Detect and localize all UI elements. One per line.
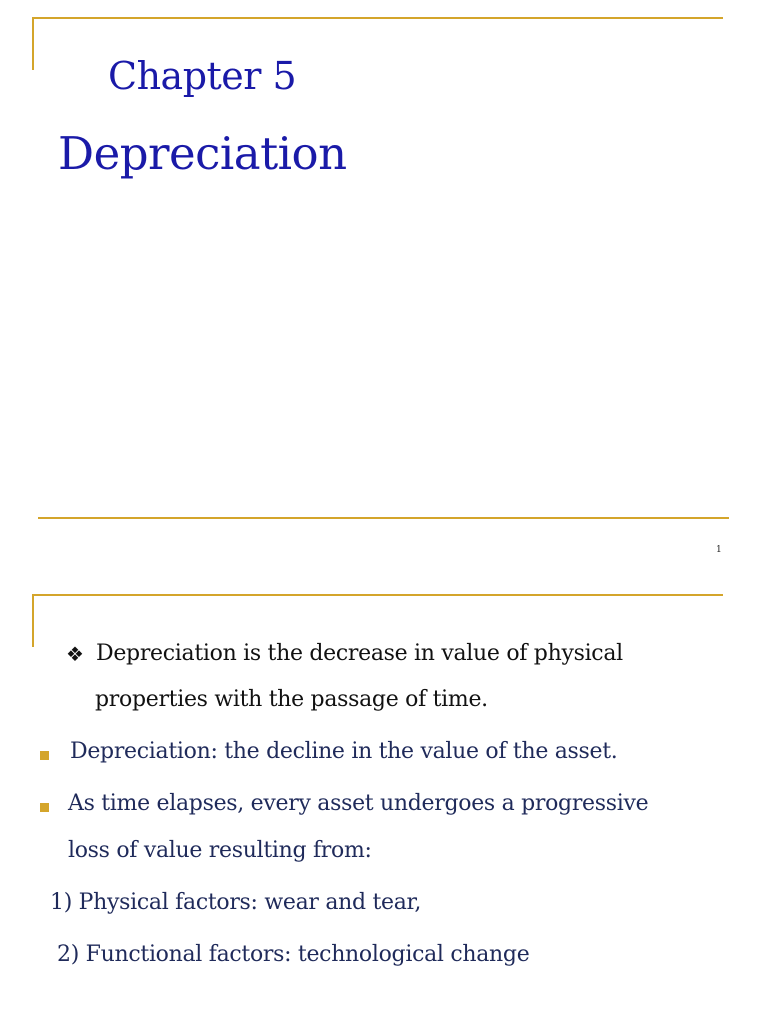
slide-title: Depreciation	[58, 127, 347, 180]
slide-2	[0, 570, 768, 1024]
numbered-item-1: 1) Physical factors: wear and tear,	[50, 890, 422, 915]
square-bullet-icon	[40, 751, 49, 760]
top-rule	[32, 17, 723, 19]
bullet-1-line-1: Depreciation: the decline in the value of the asset.	[70, 739, 618, 764]
bottom-rule	[38, 517, 729, 519]
square-bullet-icon	[40, 803, 49, 812]
left-rule	[32, 17, 34, 70]
intro-line-2: properties with the passage of time.	[95, 687, 488, 712]
numbered-item-2: 2) Functional factors: technological change	[57, 942, 530, 967]
top-rule	[32, 594, 723, 596]
chapter-label: Chapter 5	[108, 54, 297, 98]
diamond-bullet-icon: ❖	[66, 642, 84, 666]
bullet-2-line-2: loss of value resulting from:	[68, 838, 372, 863]
left-rule	[32, 594, 34, 647]
page-number: 1	[716, 545, 722, 555]
intro-line-1: Depreciation is the decrease in value of physical	[96, 641, 623, 666]
bullet-2-line-1: As time elapses, every asset undergoes a progressive	[68, 791, 649, 816]
